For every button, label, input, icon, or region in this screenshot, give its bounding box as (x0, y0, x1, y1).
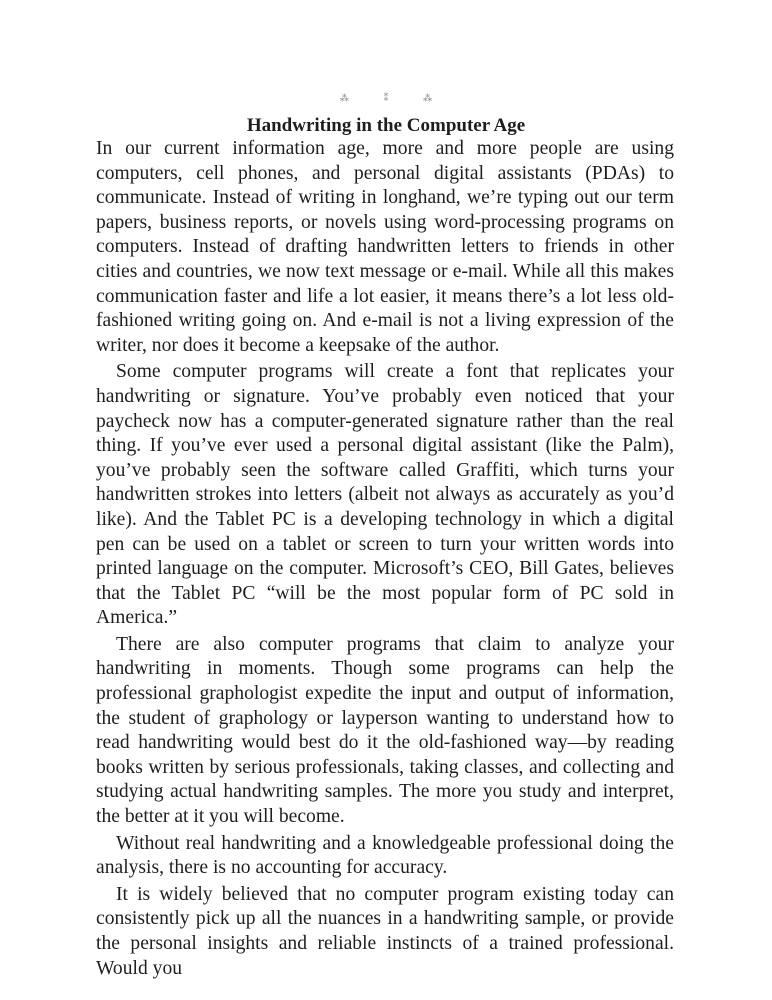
paragraph-1: In our current information age, more and more people are using computers, cell phones, and personal digital assistants (PDAs) to communicate. Instead of writing in longhand, we’re typing out our term papers, business reports, or novels using word-processing programs on computers. Instead of drafting handwritten letters to friends in other cities and countries, we now text message or e-mail. While all this makes communication faster and life a lot easier, it means there’s a lot less old-fashioned writing going on. And e-mail is not a living expression of the writer, nor does it become a keepsake of the author. (96, 138, 674, 356)
paragraph-3: There are also computer programs that claim to analyze your handwriting in moments. Though some programs can help the professional graphologist expedite the input and output of information, the student of graphology or layperson wanting to understand how to read handwriting would best do it the old-fashioned way—by reading books written by serious professionals, taking classes, and collecting and studying actual handwriting samples. The more you study and interpret, the better at it you will become. (96, 633, 674, 828)
ornament-glyph-right: ⁂ (423, 94, 433, 104)
ornament-glyph-left: ⁂ (339, 94, 349, 104)
body-text (96, 137, 674, 983)
section-title: Handwriting in the Computer Age (246, 115, 526, 136)
ornament-glyph-center: ⁑ (383, 94, 389, 104)
paragraph-4: Without real handwriting and a knowledgeable professional doing the analysis, there is no accounting for accuracy. (96, 832, 674, 879)
paragraph-2: Some computer programs will create a font that replicates your handwriting or signature. You’ve probably even noticed that your paycheck now has a computer-generated signature rather than the real thing. If you’ve ever used a personal digital assistant (like the Palm), you’ve probably seen the software called Graffiti, which turns your handwritten strokes into letters (albeit not always as accurately as you’d like). And the Tablet PC is a developing technology in which a digital pen can be used on a tablet or screen to turn your written words into printed language on the computer. Microsoft’s CEO, Bill Gates, believes that the Tablet PC “will be the most popular form of PC sold in America.” (96, 361, 674, 629)
paragraph-5: It is widely believed that no computer program existing today can consistently pick up all the nuances in a handwriting sample, or provide the personal insights and reliable instincts of a trained professional. Would you (96, 883, 674, 979)
section-ornament (0, 94, 772, 104)
